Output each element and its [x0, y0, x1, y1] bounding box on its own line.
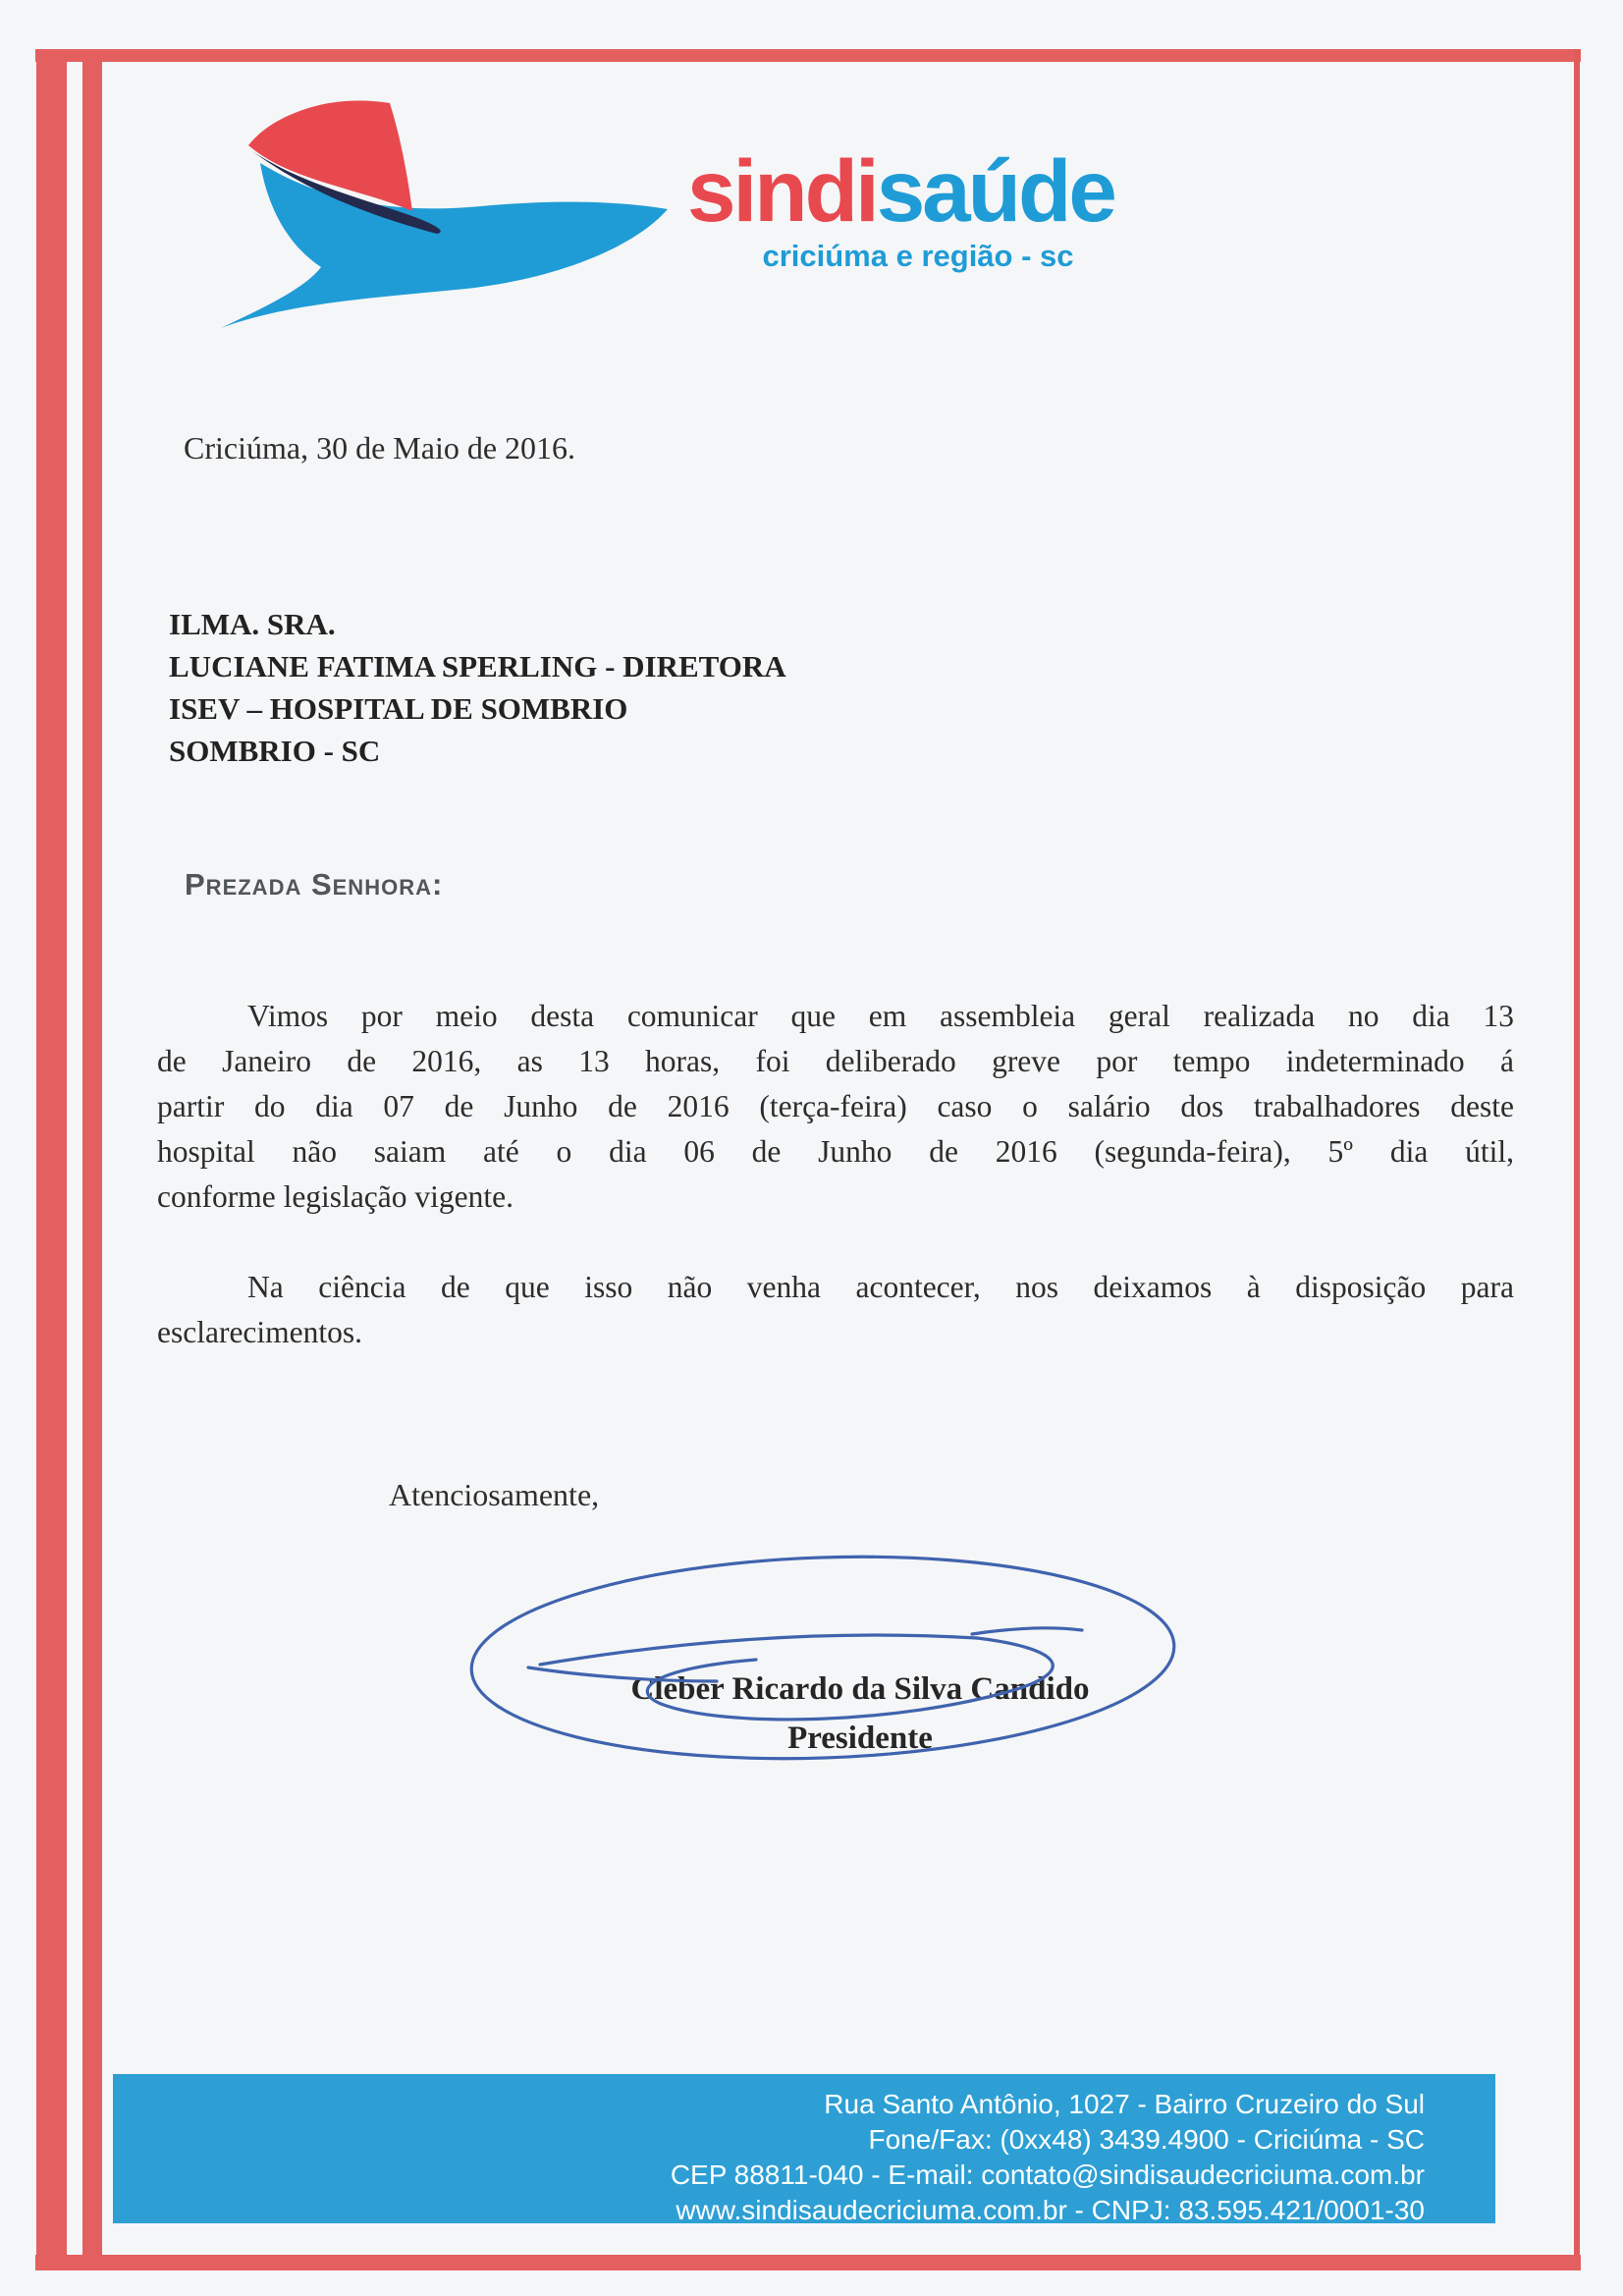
brand-word-part2: saúde — [876, 141, 1114, 240]
brand-subtitle: criciúma e região - sc — [762, 239, 1074, 273]
recipient-line: ISEV – HOSPITAL DE SOMBRIO — [169, 691, 628, 726]
paragraph-1 — [157, 994, 1514, 1220]
footer-line: CEP 88811-040 - E-mail: contato@sindisaudecriciuma.com.br — [670, 2159, 1425, 2190]
date-line: Criciúma, 30 de Maio de 2016. — [184, 430, 576, 465]
recipient-line: ILMA. SRA. — [169, 607, 336, 641]
footer-line: Fone/Fax: (0xx48) 3439.4900 - Criciúma - SC — [868, 2124, 1425, 2155]
handwritten-signature-icon — [422, 1532, 1208, 1797]
paragraph-line: de Janeiro de 2016, as 13 horas, foi deliberado greve por tempo indeterminado á — [157, 1044, 1514, 1078]
signer-name: Cleber Ricardo da Silva Candido — [630, 1671, 1090, 1707]
paragraph-line: esclarecimentos. — [157, 1315, 363, 1349]
brand-wordmark — [687, 141, 1159, 240]
brand-word-part1: sindi — [687, 141, 877, 240]
frame-top-bar — [35, 49, 1581, 62]
closing-line: Atenciosamente, — [389, 1477, 600, 1512]
paragraph-line: partir do dia 07 de Junho de 2016 (terça-feira) caso o salário dos trabalhadores deste — [157, 1089, 1514, 1123]
frame-left-stripe-outer — [36, 49, 67, 2270]
sindisaude-swoosh-icon — [142, 84, 692, 350]
paragraph-line: hospital não saiam até o dia 06 de Junho de 2016 (segunda-feira), 5º dia útil, — [157, 1134, 1514, 1169]
salutation: Prezada Senhora: — [185, 867, 444, 902]
footer-address-bar — [113, 2074, 1495, 2223]
recipient-line: SOMBRIO - SC — [169, 734, 381, 768]
paragraph-line: conforme legislação vigente. — [157, 1179, 514, 1214]
recipient-line: LUCIANE FATIMA SPERLING - DIRETORA — [169, 649, 786, 683]
footer-line: www.sindisaudecriciuma.com.br - CNPJ: 83.595.421/0001-30 — [676, 2195, 1425, 2225]
footer-line: Rua Santo Antônio, 1027 - Bairro Cruzeiro do Sul — [824, 2089, 1425, 2119]
frame-bottom-bar — [35, 2255, 1581, 2270]
paragraph-line: Vimos por meio desta comunicar que em assembleia geral realizada no dia 13 — [247, 999, 1514, 1033]
recipient-block — [169, 603, 786, 772]
paragraph-2 — [157, 1265, 1514, 1355]
frame-left-stripe-inner — [82, 49, 102, 2270]
frame-right-line — [1574, 49, 1580, 2270]
paragraph-line: Na ciência de que isso não venha acontecer, nos deixamos à disposição para — [247, 1270, 1514, 1304]
signer-title: Presidente — [787, 1721, 933, 1756]
